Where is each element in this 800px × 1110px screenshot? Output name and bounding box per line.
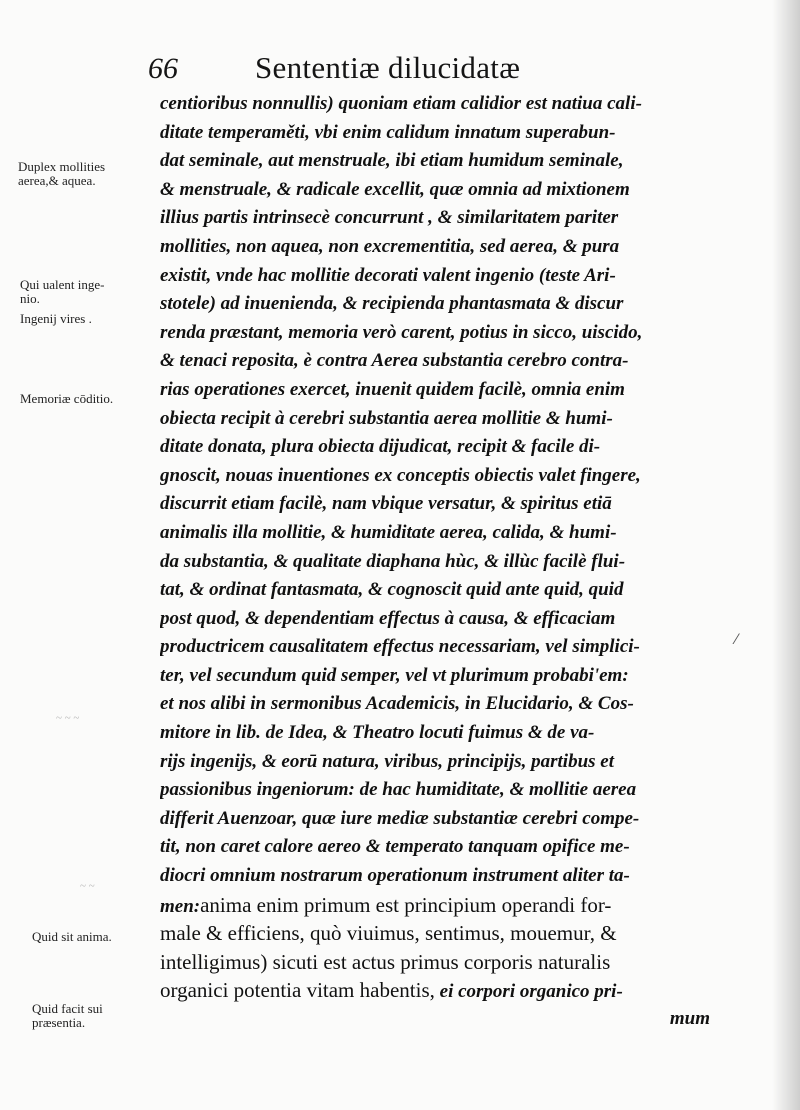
text-line: tit, non caret calore aereo & temperato tanquam opifice me- (160, 836, 630, 858)
text-line: productricem causalitatem effectus necessariam, vel simplici- (160, 636, 640, 658)
bleed-through-mark: ~ ~ (80, 880, 95, 892)
roman-text: anima enim primum est principium operandi for- (200, 892, 612, 917)
margin-note-ingenio (20, 278, 104, 306)
text-line: et nos alibi in sermonibus Academicis, in Elucidario, & Cos- (160, 693, 634, 715)
text-line: & menstruale, & radicale excellit, quæ omnia ad mixtionem (160, 178, 630, 200)
text-line-roman: intelligimus) sicuti est actus primus corporis naturalis (160, 949, 611, 974)
text-line-mixed (160, 891, 780, 920)
text-line: centioribus nonnullis) quoniam etiam calidior est natiua cali- (160, 93, 642, 114)
text-line: rias operationes exercet, inuenit quidem facilè, omnia enim (160, 378, 625, 400)
text-line: da substantia, & qualitate diaphana hùc, & illùc facilè flui- (160, 550, 626, 572)
margin-note-memoriae (20, 392, 113, 406)
italic-lead: men: (160, 895, 201, 917)
margin-note-line: Ingenij vires . (20, 311, 92, 326)
italic-tail: ei corpori organico pri- (434, 981, 623, 1003)
text-line: post quod, & dependentiam effectus à causa, & efficaciam (160, 607, 616, 629)
text-line: mitore in lib. de Idea, & Theatro locuti fuimus & de va- (160, 722, 595, 744)
text-line: discurrit etiam facilè, nam vbique versatur, & spiritus etiā (160, 493, 612, 515)
margin-note-vires (20, 312, 92, 326)
margin-note-facit (32, 1002, 103, 1030)
text-line-roman: male & efficiens, quò viuimus, sentimus, mouemur, & (160, 921, 617, 946)
text-line: mollities, non aquea, non excrementitia, sed aerea, & pura (160, 235, 620, 257)
text-line: rijs ingenijs, & eorū natura, viribus, principijs, partibus et (160, 750, 614, 772)
body-text (160, 90, 780, 1034)
text-line: renda præstant, memoria verò carent, potius in sicco, uiscido, (160, 321, 643, 343)
margin-note-line: Duplex mollities (18, 159, 106, 174)
text-line: obiecta recipit à cerebri substantia aerea mollitie & humi- (160, 407, 613, 429)
text-line: stotele) ad inuenienda, & recipienda phantasmata & discur (160, 293, 624, 315)
catchword: mum (669, 1008, 710, 1029)
pen-stroke-mark: ⁄ (735, 632, 738, 648)
margin-note-line: aerea,& aquea. (18, 173, 96, 188)
text-line: diocri omnium nostrarum operationum instrument aliter ta- (160, 865, 630, 887)
text-line: tat, & ordinat fantasmata, & cognoscit quid ante quid, quid (160, 579, 624, 601)
text-line: ditate donata, plura obiecta dijudicat, recipit & facile di- (160, 436, 601, 458)
page-number: 66 (148, 52, 178, 85)
text-line: dat seminale, aut menstruale, ibi etiam humidum seminale, (160, 150, 624, 172)
margin-note-line: Quid sit anima. (32, 929, 112, 944)
roman-text: organici potentia vitam habentis, (160, 978, 435, 1003)
text-line: passionibus ingeniorum: de hac humiditate, & mollitie aerea (160, 779, 637, 801)
margin-note-line: nio. (20, 291, 40, 306)
running-title: Sententiæ dilucidatæ (255, 50, 521, 85)
text-line: animalis illa mollitie, & humiditate aerea, calida, & humi- (160, 521, 617, 543)
bleed-through-mark: ~ ~ ~ (56, 712, 80, 724)
margin-note-line: præsentia. (32, 1015, 86, 1030)
text-line: ditate temperaměti, vbi enim calidum innatum superabun- (160, 121, 616, 143)
text-line: gnoscit, nouas inuentiones ex conceptis obiectis valet fingere, (160, 464, 641, 486)
margin-note-duplex (18, 160, 105, 188)
margin-note-line: Quid facit sui (32, 1001, 103, 1016)
margin-note-anima (32, 930, 112, 944)
text-line: existit, vnde hac mollitie decorati valent ingenio (teste Ari- (160, 264, 616, 286)
text-line: illius partis intrinsecè concurrunt , & similaritatem pariter (160, 207, 619, 229)
text-line: & tenaci reposita, è contra Aerea substantia cerebro contra- (160, 350, 629, 372)
text-line: differit Auenzoar, quæ iure mediæ substantiæ cerebri compe- (160, 807, 640, 829)
text-line-mixed (160, 976, 780, 1005)
margin-note-line: Qui ualent inge- (20, 277, 105, 292)
text-line: ter, vel secundum quid semper, vel vt plurimum probabi'em: (160, 664, 629, 686)
margin-note-line: Memoriæ cōditio. (20, 391, 114, 406)
